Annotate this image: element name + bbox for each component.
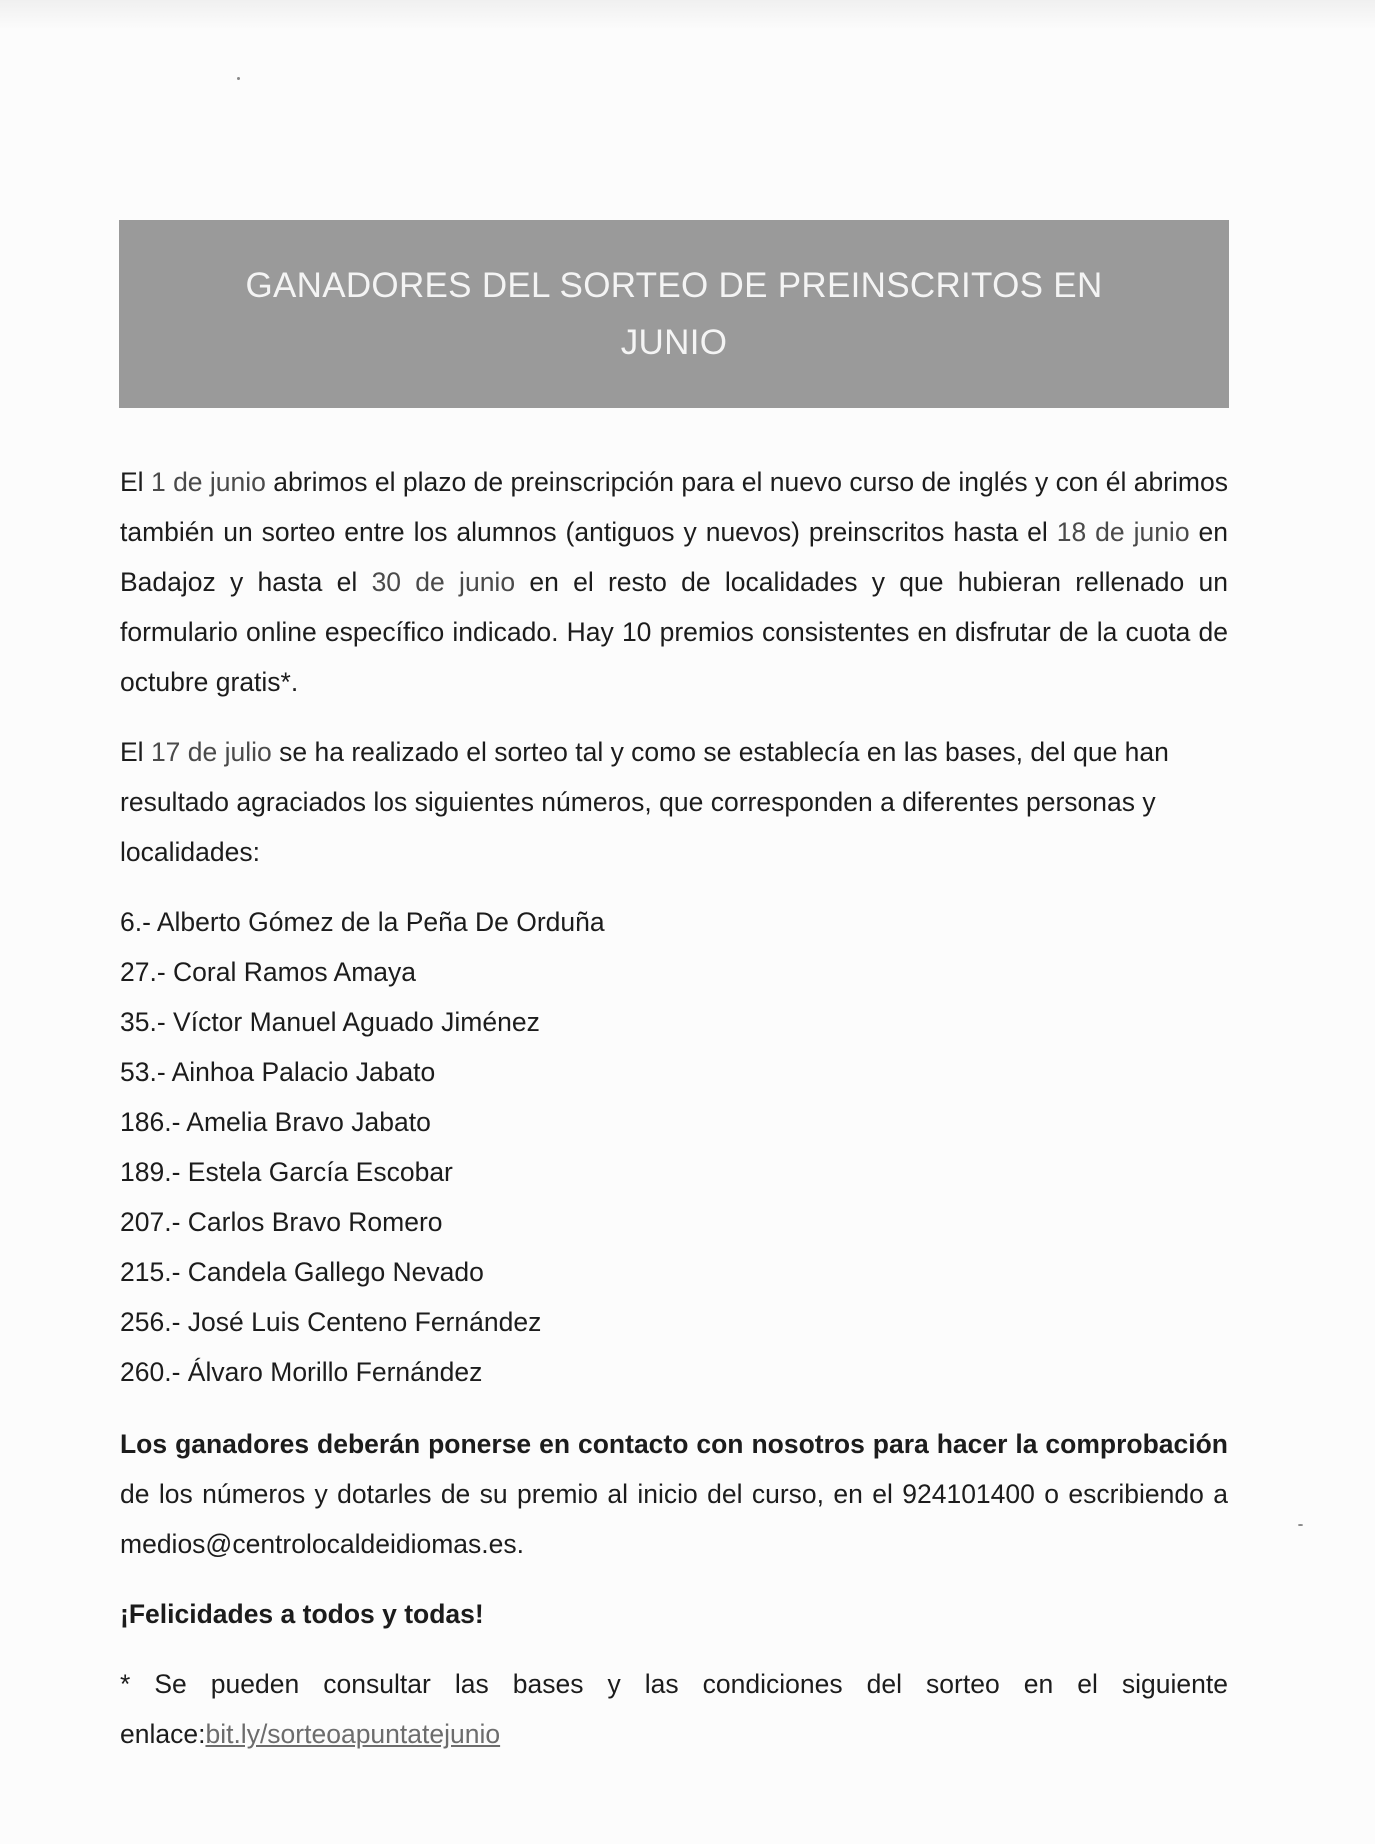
- contact-paragraph: Los ganadores deberán ponerse en contacto con nosotros para hacer la comprobación de los números y dotarles de su premio al inicio del curso, en el 924101400 o escribiendo a medios@centrolocaldeidiomas.es.: [120, 1429, 1228, 1559]
- date-highlight: 30 de junio: [371, 567, 516, 597]
- winner-item: 260.- Álvaro Morillo Fernández: [120, 1357, 483, 1387]
- congrats-line: ¡Felicidades a todos y todas!: [120, 1599, 484, 1629]
- winner-item: 189.- Estela García Escobar: [120, 1157, 453, 1187]
- winner-item: 186.- Amelia Bravo Jabato: [120, 1107, 431, 1137]
- winner-item: 207.- Carlos Bravo Romero: [120, 1207, 443, 1237]
- date-highlight: 1 de junio: [150, 467, 266, 497]
- contact-bold-text: Los ganadores deberán ponerse en contacto con nosotros para hacer la comprobación: [120, 1429, 1228, 1459]
- scan-top-shadow: [0, 0, 1375, 30]
- document-body: [120, 457, 1228, 1759]
- date-highlight: 18 de junio: [1056, 517, 1190, 547]
- winner-item: 215.- Candela Gallego Nevado: [120, 1257, 484, 1287]
- winner-item: 6.- Alberto Gómez de la Peña De Orduña: [120, 907, 605, 937]
- footnote-paragraph: * Se pueden consultar las bases y las condiciones del sorteo en el siguiente enlace:bit.ly/sorteoapuntatejunio: [120, 1669, 1228, 1749]
- winner-item: 256.- José Luis Centeno Fernández: [120, 1307, 542, 1337]
- scan-speck: [1298, 1524, 1303, 1526]
- winners-list: [120, 897, 1228, 1397]
- winner-item: 27.- Coral Ramos Amaya: [120, 957, 417, 987]
- draw-paragraph: El 17 de julio se ha realizado el sorteo tal y como se establecía en las bases, del que han resultado agraciados los siguientes números, que corresponden a diferentes personas y localidades:: [120, 737, 1169, 867]
- rules-link[interactable]: bit.ly/sorteoapuntatejunio: [205, 1719, 501, 1749]
- winner-item: 35.- Víctor Manuel Aguado Jiménez: [120, 1007, 540, 1037]
- page-title: [194, 257, 1154, 371]
- date-highlight: 17 de julio: [150, 737, 272, 767]
- contact-email: medios@centrolocaldeidiomas.es: [120, 1529, 517, 1559]
- scan-speck: [237, 77, 240, 80]
- intro-paragraph: El 1 de junio abrimos el plazo de preinscripción para el nuevo curso de inglés y con él abrimos también un sorteo entre los alumnos (antiguos y nuevos) preinscritos hasta el 18 de junio en Badajoz y hasta el 30 de junio en el resto de localidades y que hubieran rellenado un formulario online específico indicado. Hay 10 premios consistentes en disfrutar de la cuota de octubre gratis*.: [120, 467, 1228, 697]
- title-banner: [119, 220, 1229, 408]
- winner-item: 53.- Ainhoa Palacio Jabato: [120, 1057, 436, 1087]
- title-line-1: GANADORES DEL SORTEO DE PREINSCRITOS EN: [245, 266, 1103, 305]
- title-line-2: JUNIO: [620, 323, 728, 362]
